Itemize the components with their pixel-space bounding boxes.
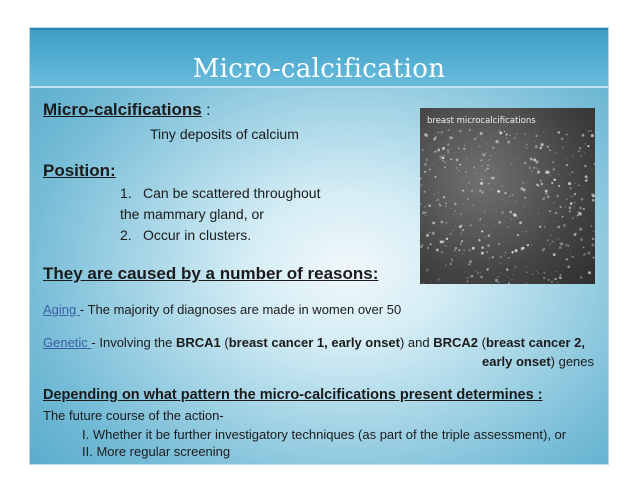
genetic-line <box>43 334 585 351</box>
reasons-heading: They are caused by a number of reasons: <box>43 264 379 283</box>
genetic-text-1: - Involving the <box>91 335 176 350</box>
genetic-link[interactable]: Genetic <box>43 335 92 350</box>
brca1-description: breast cancer 1, early onset <box>228 335 400 350</box>
brca2-description-2: early onset <box>482 354 551 369</box>
position-item-1-text: Can be scattered throughout <box>143 185 321 201</box>
position-item-2-text: Occur in clusters. <box>143 227 252 243</box>
heading-colon: : <box>201 102 211 119</box>
future-course-text: The future course of the action- <box>43 408 224 423</box>
microcalcification-speckles <box>420 108 595 284</box>
position-heading: Position: <box>43 161 116 180</box>
slide-title: Micro-calcification <box>192 54 446 84</box>
title-bar <box>30 28 608 88</box>
genetic-text-5: ) genes <box>550 354 595 369</box>
aging-link[interactable]: Aging <box>43 302 80 317</box>
option-2-text: II. More regular screening <box>82 444 231 459</box>
genetic-line-2 <box>482 353 594 370</box>
definition-text: Tiny deposits of calcium <box>150 126 299 142</box>
brca2-label: BRCA2 <box>433 335 479 350</box>
position-item-2-num: 2. <box>120 227 132 243</box>
brca1-label: BRCA1 <box>175 335 221 350</box>
mammogram-image <box>420 108 595 284</box>
option-1-text: I. Whether it be further investigatory techniques (as part of the triple assessment), or <box>82 427 567 442</box>
genetic-text-3: ) and <box>399 335 434 350</box>
position-item-1-continued: the mammary gland, or <box>120 206 264 222</box>
image-caption: breast microcalcifications <box>427 116 536 126</box>
aging-text: - The majority of diagnoses are made in women over 50 <box>79 302 402 317</box>
genetic-text-2: ( <box>220 335 229 350</box>
micro-calcifications-heading-line <box>43 100 211 120</box>
genetic-text-4: ( <box>478 335 486 350</box>
pattern-heading: Depending on what pattern the micro-calcifications present determines : <box>43 387 543 403</box>
position-item-1-num: 1. <box>120 185 132 201</box>
aging-line <box>43 301 401 318</box>
brca2-description-1: breast cancer 2, <box>485 335 585 350</box>
micro-calcifications-heading: Micro-calcifications <box>43 100 202 119</box>
